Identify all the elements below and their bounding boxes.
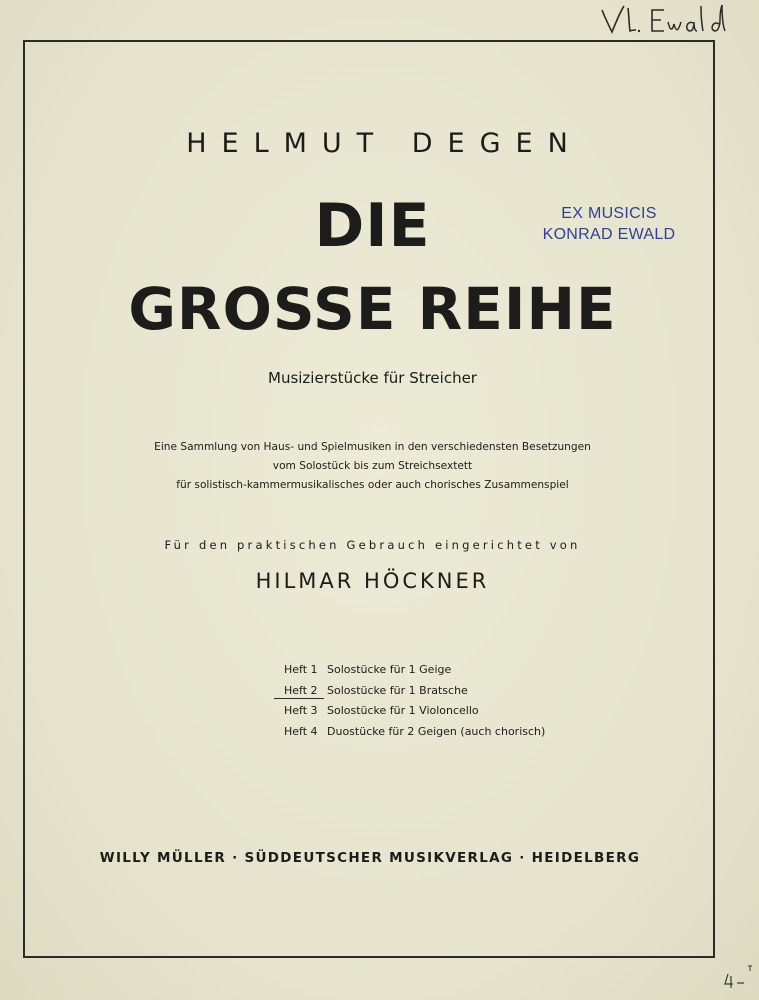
- page-border-frame: [23, 40, 715, 958]
- handwritten-signature: [598, 2, 738, 38]
- publisher-line: WILLY MÜLLER · SÜDDEUTSCHER MUSIKVERLAG · HEIDELBERG: [99, 850, 641, 866]
- title-line-2: GROSSE REIHE: [128, 275, 617, 343]
- volume-number: Heft 3: [284, 704, 318, 717]
- description-line: Eine Sammlung von Haus- und Spielmusiken in den verschiedensten Besetzungen: [154, 441, 591, 453]
- volume-number: Heft 4: [284, 724, 318, 738]
- volume-item: [284, 681, 545, 702]
- volume-title: Solostücke für 1 Bratsche: [327, 683, 468, 697]
- volume-title: Duostücke für 2 Geigen (auch chorisch): [327, 724, 546, 738]
- handwritten-corner-note: [722, 962, 756, 992]
- stamp-line-2: KONRAD EWALD: [542, 226, 676, 243]
- volume-item: [284, 722, 545, 743]
- stamp-line-1: EX MUSICIS: [561, 205, 657, 222]
- volume-number: Heft 1: [284, 663, 318, 676]
- arranger-name: HILMAR HÖCKNER: [255, 569, 490, 593]
- description-line: vom Solostück bis zum Streichsextett: [272, 460, 473, 472]
- volume-item: [284, 701, 545, 722]
- arranged-by-label: Für den praktischen Gebrauch eingerichtet von: [164, 538, 581, 552]
- description: [0, 438, 745, 495]
- volume-title: Solostücke für 1 Geige: [327, 663, 452, 676]
- description-line: für solistisch-kammermusikalisches oder auch chorisches Zusammenspiel: [176, 479, 569, 491]
- volume-list: [284, 660, 545, 742]
- owner-stamp: [536, 203, 682, 245]
- selected-volume-underline: [274, 698, 324, 700]
- subtitle: Musizierstücke für Streicher: [268, 369, 477, 387]
- volume-item: [284, 660, 545, 681]
- title-line-1: DIE: [314, 191, 431, 261]
- composer-name: HELMUT DEGEN: [186, 128, 583, 159]
- volume-number: Heft 2: [284, 683, 318, 697]
- volume-title: Solostücke für 1 Violoncello: [327, 704, 479, 717]
